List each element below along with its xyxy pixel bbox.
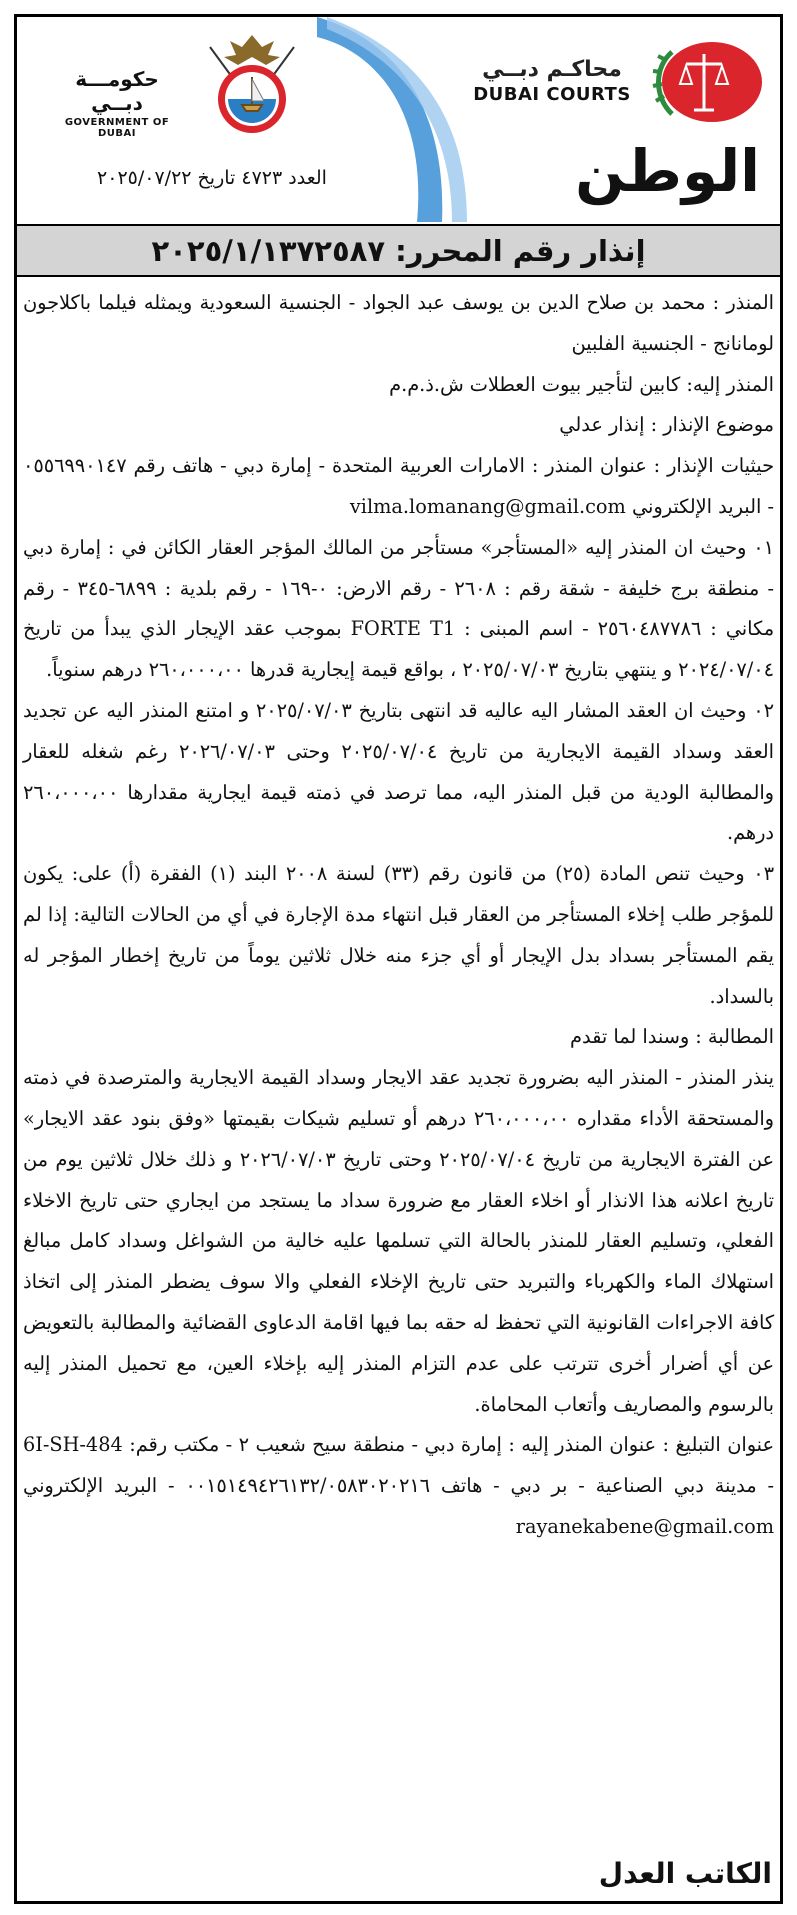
paragraph-grounds: حيثيات الإنذار : عنوان المنذر : الامارات العربية المتحدة - إمارة دبي - هاتف رقم ٠٥٥٦٩٩٠١٤٧ - البريد الإلكتروني vilma.lomanang@gmail.com — [23, 454, 774, 518]
dubai-emblem-icon — [202, 27, 302, 147]
paragraph-point-3: ٠٣ وحيث تنص المادة (٢٥) من قانون رقم (٣٣) لسنة ٢٠٠٨ البند (١) الفقرة (أ) على: يكون للمؤجر طلب إخلاء المستأجر من العقار قبل انتهاء مدة الإجارة في أي من الحالات التالية: إذا لم يقم المستأجر بسداد بدل الإيجار أو أي جزء منه خلال ثلاثين يوماً من تاريخ إخطار المؤجر له بالسداد. — [23, 862, 774, 1008]
paragraph-service-address: عنوان التبليغ : عنوان المنذر إليه : إمارة دبي - منطقة سيح شعيب ٢ - مكتب رقم: 6I-SH-484 - مدينة دبي الصناعية - بر دبي - هاتف ٠٠١٥١٤٩٤٢٦١٣٢/٠٥٨٣٠٢٠٢١٦ - البريد الإلكتروني rayanekabene@gmail.com — [23, 1433, 774, 1538]
header — [17, 17, 780, 222]
newspaper-name: الوطن — [575, 137, 760, 205]
paragraph-claim-heading: المطالبة : وسندا لما تقدم — [570, 1025, 774, 1049]
issue-number-date: العدد ٤٧٢٣ تاريخ ٢٠٢٥/٠٧/٢٢ — [97, 167, 327, 189]
dubai-courts-logo — [467, 57, 637, 105]
paragraph-notifier: المنذر : محمد بن صلاح الدين بن يوسف عبد الجواد - الجنسية السعودية ويمثله فيلما باكلاجون لومانانج - الجنسية الفلبين — [23, 291, 774, 355]
government-name-ar: حكومـــة دبــي — [75, 67, 159, 115]
courts-name-ar: محاكـم دبــي — [482, 57, 622, 82]
notice-title-bar — [17, 224, 780, 277]
notice-frame — [14, 14, 783, 1904]
paragraph-point-1: ٠١ وحيث ان المنذر إليه «المستأجر» مستأجر من المالك المؤجر العقار الكائن في : إمارة دبي - منطقة برج خليفة - شقة رقم : ٢٦٠٨ - رقم الارض: ٠-١٦٩ - رقم بلدية : ٦٨٩٩-٣٤٥ - رقم مكاني : ٢٥٦٠٤٨٧٧٨٦ - اسم المبنى : FORTE T1 بموجب عقد الإيجار الذي يبدأ من تاريخ ٢٠٢٤/٠٧/٠٤ و ينتهي بتاريخ ٢٠٢٥/٠٧/٠٣ ، بواقع قيمة إيجارية قدرها ٢٦٠،٠٠٠،٠٠ درهم سنوياً. — [23, 535, 775, 682]
government-name-en: GOVERNMENT OF DUBAI — [64, 117, 170, 139]
paragraph-point-2: ٠٢ وحيث ان العقد المشار اليه عاليه قد انتهى بتاريخ ٢٠٢٥/٠٧/٠٣ و امتنع المنذر اليه عن تجديد العقد وسداد القيمة الايجارية من تاريخ ٢٠٢٥/٠٧/٠٤ وحتى ٢٠٢٦/٠٧/٠٣ رغم شغله للعقار والمطالبة الودية من قبل المنذر اليه، مما ترصد في ذمته قيمة ايجارية مقدارها ٢٦٠،٠٠٠،٠٠ درهم. — [23, 698, 774, 845]
swoosh-decoration-icon — [317, 17, 477, 222]
notary-signature: الكاتب العدل — [598, 1857, 772, 1890]
notice-title: إنذار رقم المحرر: ٢٠٢٥/١/١٣٧٢٥٨٧ — [151, 233, 646, 268]
government-of-dubai-logo — [47, 67, 187, 139]
paragraph-subject: موضوع الإنذار : إنذار عدلي — [559, 413, 774, 437]
scales-of-justice-icon — [642, 32, 767, 132]
paragraph-notified-party: المنذر إليه: كابين لتأجير بيوت العطلات ش.ذ.م.م — [389, 372, 774, 396]
courts-name-en: DUBAI COURTS — [473, 84, 631, 105]
notice-body — [23, 283, 774, 1548]
paragraph-claim: ينذر المنذر - المنذر اليه بضرورة تجديد عقد الايجار وسداد القيمة الايجارية والمترصدة في ذمته والمستحقة الأداء مقداره ٢٦٠،٠٠٠،٠٠ درهم أو تسليم شيكات بقيمتها «وفق بنود عقد الايجار» عن الفترة الايجارية من تاريخ ٢٠٢٥/٠٧/٠٤ وحتى تاريخ ٢٠٢٦/٠٧/٠٣ و ذلك خلال ثلاثين يوم من تاريخ اعلانه هذا الانذار أو اخلاء العقار مع ضرورة سداد ما يستجد من ايجاري حتى تاريخ الاخلاء الفعلي، وتسليم العقار للمنذر بالحالة التي تسلمها عليه خالية من الشواغل وسداد كامل مبالغ استهلاك الماء والكهرباء والتبريد حتى تاريخ الإخلاء الفعلي والا سوف يضطر المنذر إلى اتخاذ كافة الاجراءات القانونية التي تحفظ له حقه بما فيها اقامة الدعاوى القضائية والمطالبة بالتعويض عن أي أضرار أخرى تترتب على عدم التزام المنذر إليه بإخلاء العين، مع تحميل المنذر إليه بالرسوم والمصاريف وأتعاب المحاماة. — [23, 1066, 775, 1416]
